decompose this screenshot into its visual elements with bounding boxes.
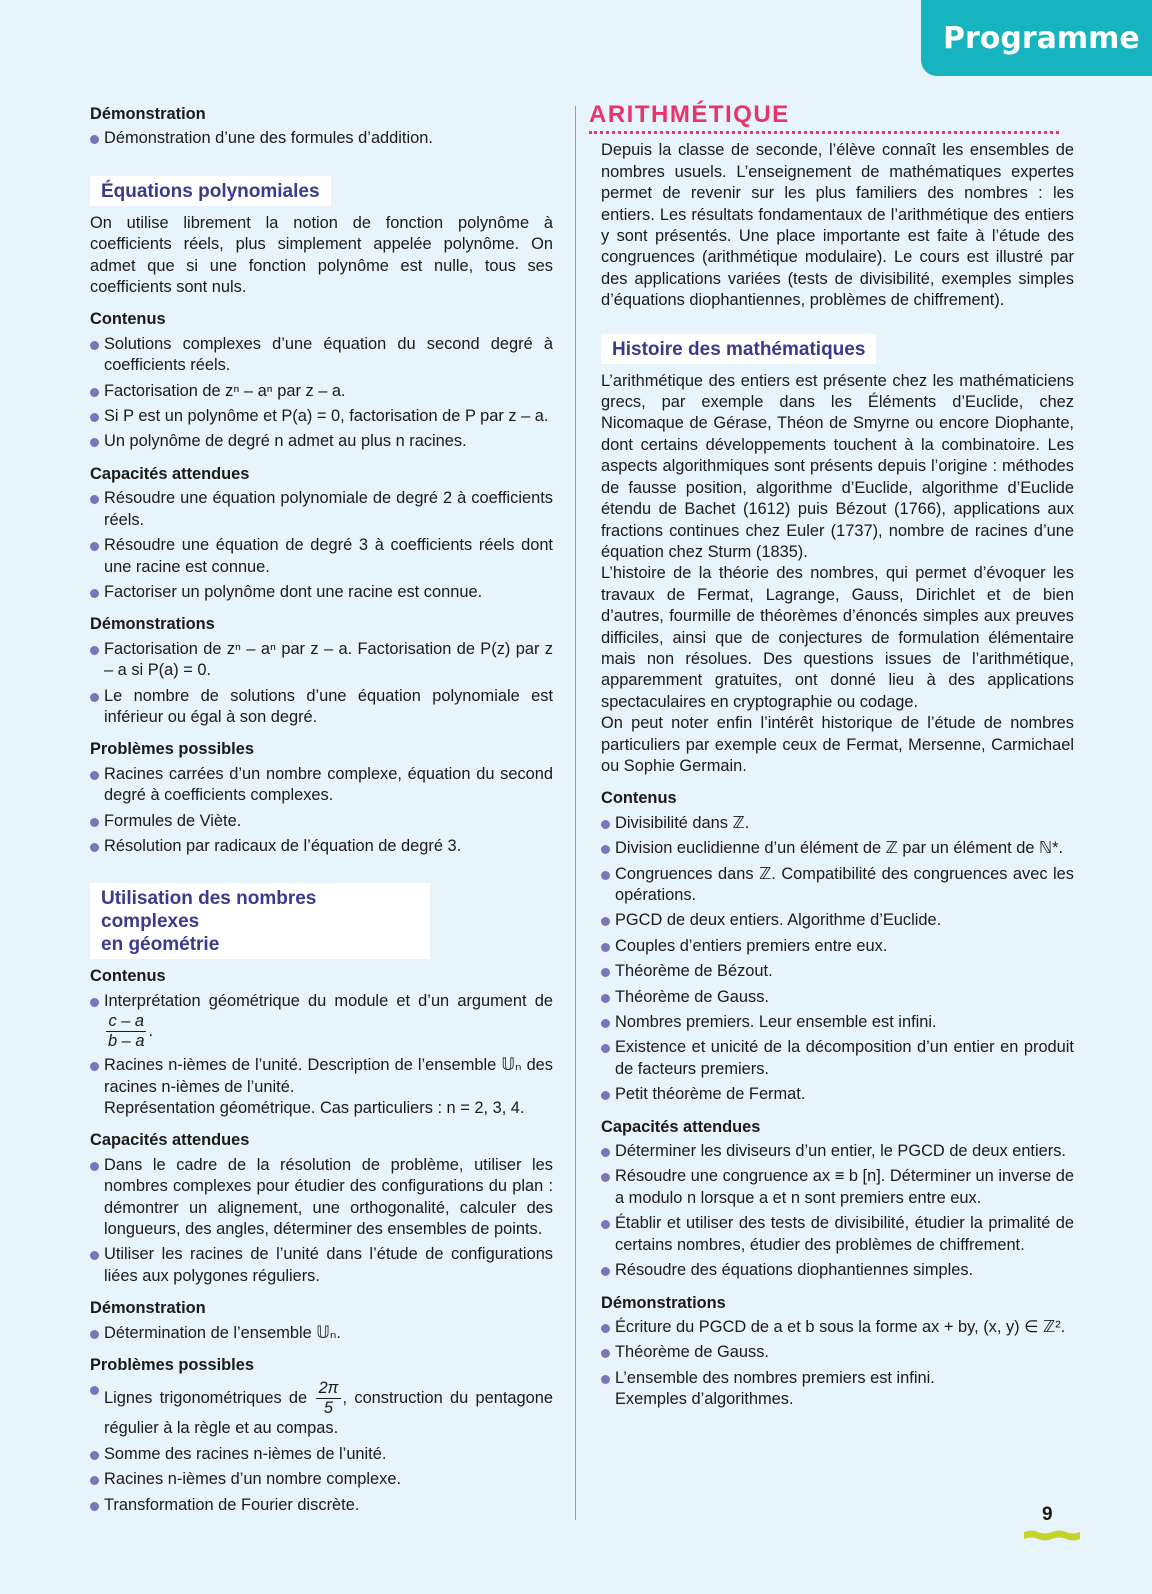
- list-item: Factorisation de zⁿ – aⁿ par z – a.: [90, 381, 553, 402]
- geo-contenus-title: Contenus: [90, 967, 166, 986]
- eq-contenus-list: [90, 334, 553, 453]
- eq-demos-title: Démonstrations: [90, 615, 215, 634]
- geo-contenus-list: [90, 991, 553, 1120]
- geo-problemes-title: Problèmes possibles: [90, 1356, 254, 1375]
- list-item: Formules de Viète.: [90, 811, 553, 832]
- list-item: Démonstration d’une des formules d’addition.: [90, 128, 553, 149]
- arith-capacites-title: Capacités attendues: [601, 1117, 761, 1136]
- geo-contenu1-de: de: [534, 991, 553, 1010]
- geo-contenu1-end: .: [148, 1022, 154, 1041]
- list-item: Racines n-ièmes d’un nombre complexe.: [90, 1469, 553, 1490]
- list-item: Divisibilité dans ℤ.: [601, 813, 1074, 834]
- geo-prob1-end: , construction du pentagone régulier à la règle et au compas.: [104, 1389, 553, 1438]
- arith-contenus-title: Contenus: [601, 789, 677, 808]
- list-item: Dans le cadre de la résolution de problème, utiliser les nombres complexes pour étudier des configurations du plan : démontrer un alignement, une orthogonalité, calculer des longueurs, des angles, déterminer des ensembles de points.: [90, 1155, 553, 1241]
- list-item: Résolution par radicaux de l’équation de degré 3.: [90, 836, 553, 857]
- demo-top-list: [90, 128, 553, 149]
- list-item: Nombres premiers. Leur ensemble est infini.: [601, 1012, 1074, 1033]
- eq-capacites-title: Capacités attendues: [90, 464, 250, 483]
- list-item: Solutions complexes d’une équation du second degré à coefficients réels.: [90, 334, 553, 377]
- geo-capacites-title: Capacités attendues: [90, 1131, 250, 1150]
- list-item: Racines carrées d’un nombre complexe, équation du second degré à coefficients complexes.: [90, 764, 553, 807]
- demo-last-text: L’ensemble des nombres premiers est infini.: [615, 1368, 935, 1387]
- geo-title-line1: Utilisation des nombres complexes: [101, 888, 317, 933]
- list-item: [601, 1368, 1074, 1411]
- demo-top-title: Démonstration: [90, 105, 206, 123]
- eq-intro: On utilise librement la notion de fonction polynôme à coefficients réels, plus simplement appelée polynôme. On admet que si une fonction polynôme est nulle, tous ses coefficients sont nuls.: [90, 213, 553, 297]
- histoire-paragraph-1: L’arithmétique des entiers est présente chez les mathématiciens grecs, par exemple dans les Éléments d’Euclide, chez Nicomaque de Gérase, Théon de Smyrne ou encore Diophante, dont certains développements touchent à la combinatoire. Les aspects algorithmiques sont présents depuis l’origine : méthodes de fausse position, algorithme d’Euclide, algorithme d’Euclide étendu de Bachet (1612) puis Bézout (1766), applications aux fractions continues chez Euler (1737), nombre de racines d’une équation chez Sturm (1835).: [601, 371, 1074, 561]
- fraction-denominator: b – a: [108, 1032, 145, 1051]
- list-item: Résoudre une congruence ax ≡ b [n]. Déterminer un inverse de a modulo n lorsque a et n sont premiers entre eux.: [601, 1166, 1074, 1209]
- section-tab-label: Programme: [943, 20, 1140, 56]
- demo-last-extra: Exemples d’algorithmes.: [615, 1390, 794, 1409]
- fraction-denominator: 5: [323, 1399, 334, 1418]
- list-item: Un polynôme de degré n admet au plus n racines.: [90, 431, 553, 452]
- fraction-numerator: 2π: [318, 1379, 339, 1398]
- column-divider: [575, 106, 576, 1520]
- geo-demo-title: Démonstration: [90, 1299, 206, 1318]
- list-item: Factorisation de zⁿ – aⁿ par z – a. Factorisation de P(z) par z – a si P(a) = 0.: [90, 639, 553, 682]
- page-number-wave-icon: [1024, 1529, 1080, 1541]
- list-item: Résoudre une équation de degré 3 à coefficients réels dont une racine est connue.: [90, 535, 553, 578]
- geo-demo-list: [90, 1323, 553, 1344]
- list-item: [90, 1379, 553, 1439]
- geo-contenu2-extra: Représentation géométrique. Cas particuliers : n = 2, 3, 4.: [104, 1099, 525, 1117]
- list-item: Écriture du PGCD de a et b sous la forme ax + by, (x, y) ∈ ℤ².: [601, 1317, 1074, 1338]
- right-column: [589, 101, 1074, 1415]
- eq-capacites-list: [90, 488, 553, 603]
- eq-problemes-title: Problèmes possibles: [90, 740, 254, 759]
- list-item: Théorème de Gauss.: [601, 987, 1074, 1008]
- geo-section-title: [90, 883, 430, 959]
- list-item: Factoriser un polynôme dont une racine est connue.: [90, 582, 553, 603]
- list-item: Si P est un polynôme et P(a) = 0, factorisation de P par z – a.: [90, 406, 553, 427]
- eq-contenus-title: Contenus: [90, 310, 166, 329]
- list-item: [90, 991, 553, 1051]
- list-item: Division euclidienne d’un élément de ℤ par un élément de ℕ*.: [601, 838, 1074, 859]
- arith-capacites-list: [601, 1141, 1074, 1281]
- list-item: Le nombre de solutions d’une équation polynomiale est inférieur ou égal à son degré.: [90, 686, 553, 729]
- eq-section-title: Équations polynomiales: [90, 176, 331, 206]
- list-item: Somme des racines n-ièmes de l’unité.: [90, 1444, 553, 1465]
- geo-capacites-list: [90, 1155, 553, 1287]
- list-item: Couples d’entiers premiers entre eux.: [601, 936, 1074, 957]
- arith-demos-title: Démonstrations: [601, 1293, 726, 1312]
- left-column: [90, 104, 553, 1520]
- list-item: Congruences dans ℤ. Compatibilité des congruences avec les opérations.: [601, 864, 1074, 907]
- geo-prob1-start: Lignes trigonométriques de: [104, 1389, 308, 1408]
- list-item: Théorème de Gauss.: [601, 1342, 1074, 1363]
- geo-fraction: [106, 1012, 146, 1051]
- list-item: Établir et utiliser des tests de divisibilité, étudier la primalité de certains nombres, étudier des problèmes de chiffrement.: [601, 1213, 1074, 1256]
- list-item: Existence et unicité de la décomposition d’un entier en produit de facteurs premiers.: [601, 1037, 1074, 1080]
- list-item: Déterminer les diviseurs d’un entier, le PGCD de deux entiers.: [601, 1141, 1074, 1162]
- list-item: Transformation de Fourier discrète.: [90, 1495, 553, 1516]
- histoire-paragraph-2: L’histoire de la théorie des nombres, qui permet d’évoquer les travaux de Fermat, Lagrange, Gauss, Dirichlet et de bien d’autres, fourmille de théorèmes d’énoncés simples aux preuves difficiles, ainsi que de conjectures de formulation élémentaire mais non résolues. Des questions issues de l’arithmétique, apparemment gratuites, ont donné lieu à des applications spectaculaires en cryptographie ou codage.: [601, 564, 1074, 711]
- arith-contenus-list: [601, 813, 1074, 1106]
- list-item: Petit théorème de Fermat.: [601, 1084, 1074, 1105]
- geo-problemes-list: [90, 1379, 553, 1516]
- arithmetique-title: ARITHMÉTIQUE: [589, 104, 1059, 134]
- list-item: [90, 1055, 553, 1119]
- list-item: Résoudre des équations diophantiennes simples.: [601, 1260, 1074, 1281]
- page-number: 9: [1042, 1504, 1053, 1525]
- arith-demos-list: [601, 1317, 1074, 1411]
- section-tab: [921, 0, 1152, 76]
- geo-title-line2: en géométrie: [101, 934, 220, 956]
- list-item: Résoudre une équation polynomiale de degré 2 à coefficients réels.: [90, 488, 553, 531]
- geo-prob-fraction: [316, 1379, 340, 1418]
- list-item: Utiliser les racines de l’unité dans l’étude de configurations liées aux polygones réguliers.: [90, 1244, 553, 1287]
- arith-intro: Depuis la classe de seconde, l’élève connaît les ensembles de nombres usuels. L’enseignement de mathématiques expertes permet de revenir sur les plus familiers des nombres : les entiers. Les résultats fondamentaux de l’arithmétique des entiers y sont présentés. Une place importante est faite à l’étude des congruences (arithmétique modulaire). Le cours est illustré par des applications variées (tests de divisibilité, exemples simples d’équations diophantiennes, problèmes de chiffrement).: [601, 141, 1074, 310]
- fraction-numerator: c – a: [106, 1012, 146, 1032]
- histoire-paragraph-3: On peut noter enfin l’intérêt historique de l’étude de nombres particuliers par exemple ceux de Fermat, Mersenne, Carmichael ou Sophie Germain.: [601, 714, 1074, 775]
- list-item: Détermination de l’ensemble 𝕌ₙ.: [90, 1323, 553, 1344]
- eq-demos-list: [90, 639, 553, 729]
- eq-problemes-list: [90, 764, 553, 858]
- list-item: PGCD de deux entiers. Algorithme d’Euclide.: [601, 910, 1074, 931]
- histoire-section-title: Histoire des mathématiques: [601, 334, 876, 364]
- geo-contenu2-text: Racines n-ièmes de l’unité. Description de l’ensemble 𝕌ₙ des racines n-ièmes de l’unité.: [104, 1056, 553, 1096]
- geo-contenu1-text: Interprétation géométrique du module et d’un argument: [104, 991, 527, 1010]
- list-item: Théorème de Bézout.: [601, 961, 1074, 982]
